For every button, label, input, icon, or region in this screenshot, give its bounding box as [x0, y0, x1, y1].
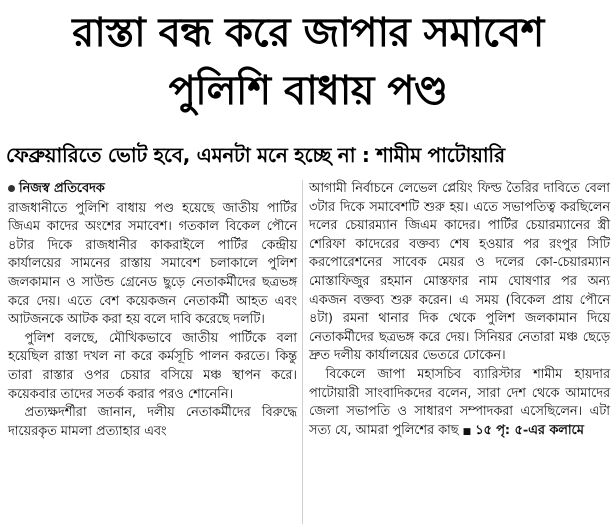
continuation-reference[interactable]: ১৫ পৃ: ৫-এর কলামে	[475, 422, 584, 438]
headline-line-1: রাস্তা বন্ধ করে জাপার সমাবেশ	[72, 10, 544, 56]
byline	[8, 180, 297, 199]
paragraph	[309, 366, 610, 441]
continuation-arrow-icon: ■	[462, 426, 472, 437]
paragraph-text: বিকেলে জাপা মহাসচিব ব্যারিস্টার শামীম হায়দার পাটোয়ারী সাংবাদিকদের বলেন, সারা দেশ থেকে আমাদের জেলা সভাপতি ও সাধারণ সম্পাদকরা এসেছিলেন। এটা সত্য যে, আমরা পুলিশের কাছ	[309, 366, 610, 438]
paragraph: প্রত্যক্ষদর্শীরা জানান, দলীয় নেতাকর্মীদের বিরুদ্ধে দায়েরকৃত মামলা প্রত্যাহার এবং	[8, 405, 297, 439]
paragraph: রাজধানীতে পুলিশি বাধায় পণ্ড হয়েছে জাতীয় পার্টির জিএম কাদের অংশের সমাবেশ। গতকাল বিকেল পৌনে ৪টার দিকে রাজধানীর কাকরাইলে পার্টির কেন্দ্রীয় কার্যালয়ের সামনের রাস্তায় সমাবেশ চলাকালে পুলিশ জলকামান ও সাউন্ড গ্রেনেড ছুড়ে নেতাকর্মীদের ছত্রভঙ্গ করে দেয়। এতে বেশ কয়েকজন নেতাকর্মী আহত এবং আটজনকে আটক করা হয় বলে দাবি করেছে দলটি।	[8, 200, 297, 328]
paragraph: আগামী নির্বাচনে লেভেল প্লেয়িং ফিল্ড তৈরির দাবিতে বেলা ৩টার দিকে সমাবেশটি শুরু হয়। এতে সভাপতিত্ব করছিলেন দলের চেয়ারম্যান জিএম কাদের। পার্টির চেয়ারম্যানের স্ত্রী শেরিফা কাদেরের বক্তব্য শেষ হওয়ার পর রংপুর সিটি করপোরেশনের সাবেক মেয়র ও দলের কো-চেয়ারম্যান মোস্তাফিজুর রহমান মোস্তফার নাম ঘোষণার পর অন্য একজন বক্তব্য শুরু করেন। এ সময় (বিকেল প্রায় পৌনে ৪টা) রমনা থানার দিক থেকে পুলিশ জলকামান দিয়ে নেতাকর্মীদের ছত্রভঙ্গ করে দেয়। সিনিয়র নেতারা মঞ্চ ছেড়ে দ্রুত দলীয় কার্যালয়ের ভেতরে ঢোকেন।	[309, 181, 610, 364]
article-column-right	[309, 180, 610, 441]
article-column-left	[8, 180, 297, 441]
bullet-icon	[8, 185, 15, 192]
subheadline: ফেব্রুয়ারিতে ভোট হবে, এমনটা মনে হচ্ছে না : শামীম পাটোয়ারি	[6, 143, 505, 167]
byline-text: নিজস্ব প্রতিবেদক	[19, 181, 105, 196]
column-divider	[302, 180, 303, 524]
headline-line-2: পুলিশি বাধায় পণ্ড	[168, 68, 448, 114]
paragraph: পুলিশ বলছে, মৌখিকভাবে জাতীয় পার্টিকে বলা হয়েছিল রাস্তা দখল না করে কর্মসূচি পালন করতে। কিন্তু তারা রাস্তার ওপর চেয়ার বসিয়ে মঞ্চ স্থাপন করে। কয়েকবার তাদের সতর্ক করার পরও শোনেনি।	[8, 330, 297, 402]
